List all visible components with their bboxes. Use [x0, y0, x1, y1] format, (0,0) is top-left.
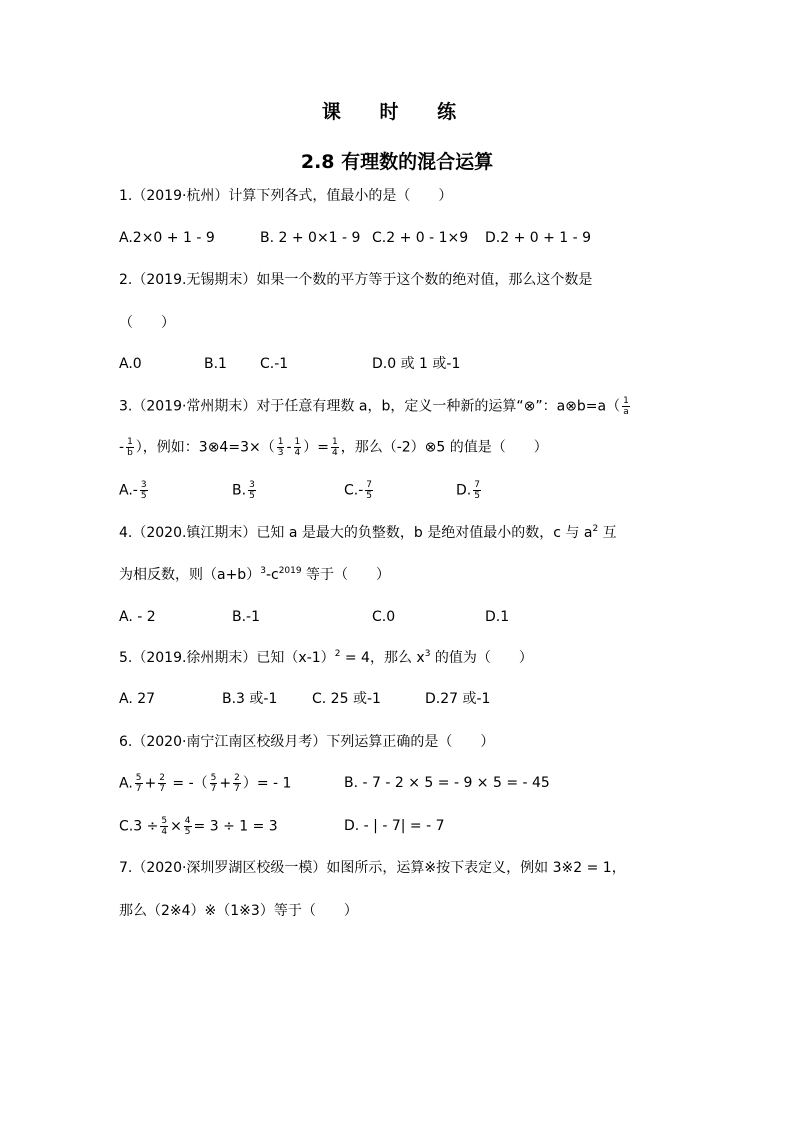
q4-option-d: D.1 [485, 609, 510, 625]
q4-option-a: A. - 2 [119, 609, 156, 625]
q3-option-b: B. $\frac{3}{5}$ [232, 480, 255, 501]
q1-option-c: C.2 + 0 - 1×9 [372, 230, 469, 246]
q6-option-b: B. - 7 - 2 × 5 = - 9 × 5 = - 45 [344, 775, 550, 791]
q6-option-c: C.3 ÷ $\frac{5}{4}$ × $\frac{4}{5}$ = 3 ÷ 1 = 3 [119, 816, 278, 837]
q1-option-a: A.2×0 + 1 - 9 [119, 230, 215, 246]
question-4-stem: 4.（2020.镇江期末）已知 a 是最大的负整数，b 是绝对值最小的数，c 与 $a^2$ 互 [119, 524, 617, 541]
q2-option-a: A.0 [119, 356, 142, 372]
q3-option-c: C.- $\frac{7}{5}$ [344, 480, 373, 501]
question-3-example: - $\frac{1}{b}$ ），例如：3⊗4=3×（ $\frac{1}{3}$ - $\frac{1}{4}$ ）= $\frac{1}{4}$ ，那么（-2）⊗5 的值是（ ） [119, 437, 548, 458]
question-7-stem-cont: 那么（2※4）※（1※3）等于（ ） [119, 903, 358, 919]
fraction: $\frac{1}{4}$ [331, 437, 338, 458]
question-5-stem: 5.（2019.徐州期末）已知$(x-1)^2 = 4$，那么 $x^3$ 的值为（ ） [119, 649, 533, 666]
question-2-blank: （ ） [119, 315, 175, 331]
q5-option-a: A. 27 [119, 691, 156, 707]
page-title: 课 时 练 [321, 101, 473, 123]
q5-option-c: C. 25 或-1 [312, 691, 381, 707]
section-title: 2.8 有理数的混合运算 [300, 151, 494, 173]
q3-option-a: A.- $\frac{3}{5}$ [119, 480, 147, 501]
q3-option-d: D. $\frac{7}{5}$ [456, 480, 480, 501]
question-2-stem: 2.（2019.无锡期末）如果一个数的平方等于这个数的绝对值，那么这个数是 [119, 272, 593, 288]
question-7-stem: 7.（2020·深圳罗湖区校级一模）如图所示，运算※按下表定义，例如 3※2 = 1， [119, 860, 626, 876]
q1-option-d: D.2 + 0 + 1 - 9 [485, 230, 592, 246]
q6-option-a: A. $\frac{5}{7}$ + $\frac{2}{7}$ = -（ $\frac{5}{7}$ + $\frac{2}{7}$ ）= - 1 [119, 773, 292, 794]
q5-option-d: D.27 或-1 [425, 691, 491, 707]
q2-option-b: B.1 [204, 356, 227, 372]
q2-option-c: C.-1 [260, 356, 289, 372]
q5-option-b: B.3 或-1 [222, 691, 278, 707]
q3-stem-text: 3.（2019·常州期末）对于任意有理数 a，b，定义一种新的运算“⊗”：a⊗b=a（ [119, 398, 621, 415]
fraction: $\frac{1}{3}$ [277, 437, 284, 458]
q4-option-b: B.-1 [232, 609, 261, 625]
question-6-stem: 6.（2020·南宁江南区校级月考）下列运算正确的是（ ） [119, 734, 495, 750]
question-1-stem: 1.（2019·杭州）计算下列各式，值最小的是（ ） [119, 188, 453, 204]
question-4-stem-cont: 为相反数，则$(a+b)^3-c^{2019}$ 等于（ ） [119, 566, 391, 583]
q1-option-b: B. 2 + 0×1 - 9 [260, 230, 361, 246]
question-3-stem [119, 396, 632, 417]
q2-option-d: D.0 或 1 或-1 [372, 356, 461, 372]
q4-option-c: C.0 [372, 609, 396, 625]
fraction: $\frac{1}{b}$ [127, 437, 133, 458]
fraction: $\frac{1}{a}$ [623, 396, 629, 417]
q6-option-d: D. - | - 7| = - 7 [344, 818, 445, 834]
fraction: $\frac{1}{4}$ [294, 437, 301, 458]
